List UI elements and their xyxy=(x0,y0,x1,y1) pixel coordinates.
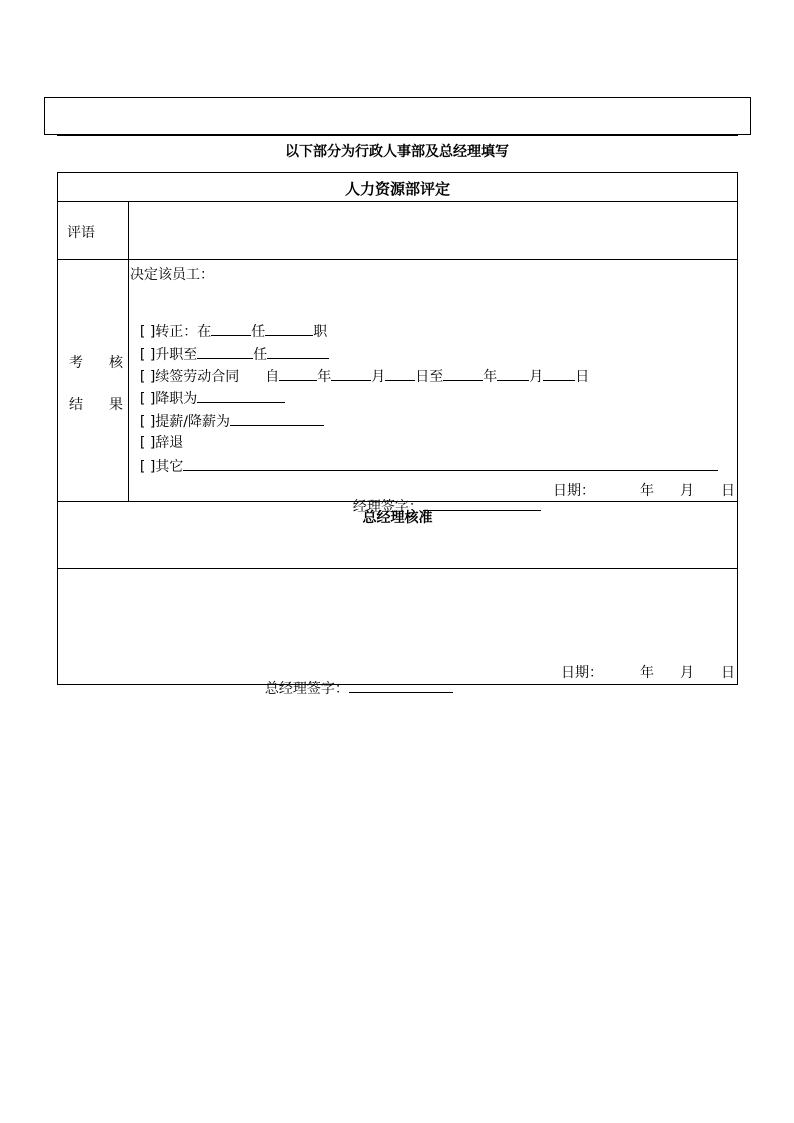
gm-date-label: 日期： xyxy=(561,665,603,681)
column-divider xyxy=(128,201,129,501)
blank-field[interactable] xyxy=(385,366,415,381)
option-other[interactable] xyxy=(131,440,718,476)
gm-date-year: 年 xyxy=(640,665,654,681)
option-text: 月 xyxy=(529,369,544,385)
gm-sign-label: 总经理签字： xyxy=(264,681,349,697)
row-divider xyxy=(57,259,738,260)
option-text: 转正：在 xyxy=(155,324,212,340)
blank-field[interactable] xyxy=(497,366,529,381)
comment-label: 评语 xyxy=(67,225,95,241)
checkbox[interactable]: [ ] xyxy=(139,414,156,430)
option-text: 日至 xyxy=(415,369,444,385)
gm-date-month: 月 xyxy=(680,665,694,681)
hr-section-title: 人力资源部评定 xyxy=(344,180,450,198)
checkbox[interactable]: [ ] xyxy=(139,435,156,451)
result-label-line2: 结 果 xyxy=(69,397,129,413)
gm-sign-field[interactable] xyxy=(349,678,453,693)
option-text: 年 xyxy=(483,369,498,385)
gm-date-day: 日 xyxy=(721,665,735,681)
comment-field[interactable] xyxy=(130,203,736,258)
option-text: 自 xyxy=(265,369,280,385)
manager-date-label: 日期： xyxy=(553,483,595,499)
manager-date-day: 日 xyxy=(721,483,735,499)
blank-field[interactable] xyxy=(230,411,324,426)
option-text: 辞退 xyxy=(155,435,184,451)
manager-date-year: 年 xyxy=(640,483,654,499)
option-text: 任 xyxy=(251,324,266,340)
gm-signature xyxy=(256,662,453,698)
option-text: 其它 xyxy=(155,459,184,475)
blank-field[interactable] xyxy=(183,456,718,471)
manager-sign-label: 经理签字： xyxy=(352,499,423,515)
row-divider xyxy=(57,201,738,202)
option-text: 续签劳动合同 xyxy=(155,369,240,385)
top-empty-box xyxy=(44,97,751,135)
checkbox[interactable]: [ ] xyxy=(139,347,156,363)
gm-section-title: 总经理核准 xyxy=(362,510,433,526)
checkbox[interactable]: [ ] xyxy=(139,391,156,407)
option-text: 提薪/降薪为 xyxy=(155,414,230,430)
row-divider xyxy=(57,568,738,569)
option-text: 日 xyxy=(575,369,590,385)
decision-intro: 决定该员工： xyxy=(130,267,214,283)
checkbox[interactable]: [ ] xyxy=(139,324,156,340)
option-text: 年 xyxy=(317,369,332,385)
option-text: 月 xyxy=(371,369,386,385)
gm-comment-field[interactable] xyxy=(59,570,736,650)
manager-date-month: 月 xyxy=(680,483,694,499)
checkbox[interactable]: [ ] xyxy=(139,369,156,385)
option-text: 任 xyxy=(253,347,268,363)
top-rule xyxy=(57,135,738,136)
header-note: 以下部分为行政人事部及总经理填写 xyxy=(285,144,509,160)
blank-field[interactable] xyxy=(443,366,483,381)
result-label-line1: 考 核 xyxy=(69,355,129,371)
option-text: 职 xyxy=(313,324,328,340)
option-text: 升职至 xyxy=(155,347,198,363)
checkbox[interactable]: [ ] xyxy=(139,459,156,475)
blank-field[interactable] xyxy=(331,366,371,381)
option-text: 降职为 xyxy=(155,391,198,407)
blank-field[interactable] xyxy=(543,366,575,381)
